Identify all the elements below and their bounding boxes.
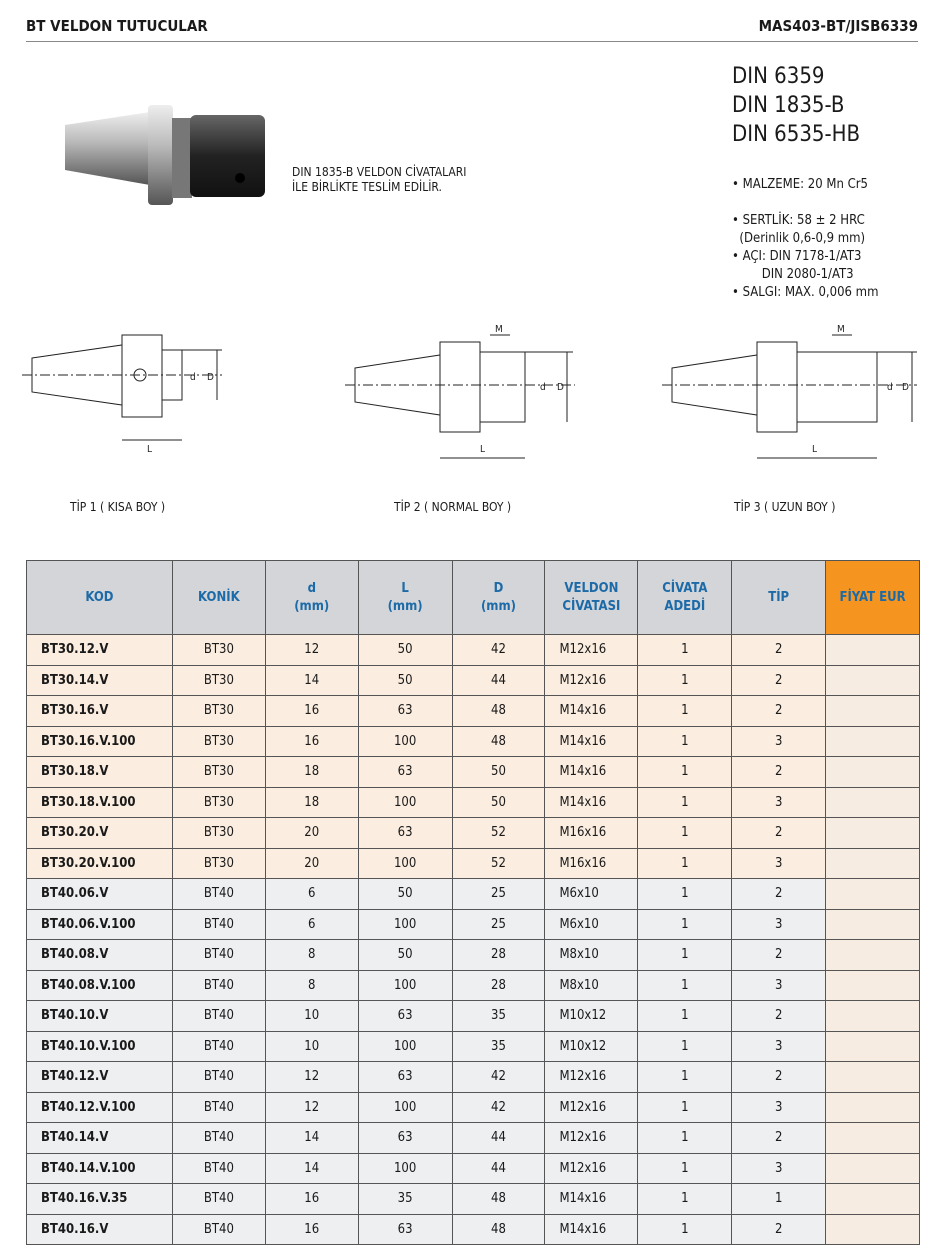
cell-dd: 52 <box>452 818 545 849</box>
cell-konik: BT40 <box>172 1031 265 1062</box>
cell-fiyat <box>826 696 920 727</box>
header-d <box>265 561 358 635</box>
cell-fiyat <box>826 940 920 971</box>
cell-kod: BT30.16.V.100 <box>27 726 173 757</box>
cell-tip: 3 <box>732 909 826 940</box>
cell-fiyat <box>826 787 920 818</box>
table-row <box>27 818 920 849</box>
cell-konik: BT30 <box>172 726 265 757</box>
spec-line: • MALZEME: 20 Mn Cr5 <box>732 177 868 192</box>
din-line: DIN 6359 <box>732 64 825 89</box>
cell-l: 50 <box>358 635 452 666</box>
cell-dd: 50 <box>452 787 545 818</box>
cell-veldon: M10x12 <box>545 1031 638 1062</box>
cell-konik: BT40 <box>172 1184 265 1215</box>
cell-veldon: M14x16 <box>545 757 638 788</box>
cell-tip: 1 <box>732 1184 826 1215</box>
cell-tip: 2 <box>732 818 826 849</box>
cell-tip: 3 <box>732 726 826 757</box>
cell-konik: BT40 <box>172 1123 265 1154</box>
cell-dd: 25 <box>452 909 545 940</box>
cell-l: 50 <box>358 879 452 910</box>
cell-dd: 25 <box>452 879 545 910</box>
cell-dd: 35 <box>452 1001 545 1032</box>
header-civata <box>638 561 732 635</box>
label-d: d <box>540 382 546 393</box>
cell-dd: 44 <box>452 1123 545 1154</box>
label-L: L <box>480 444 486 455</box>
cell-kod: BT40.08.V <box>27 940 173 971</box>
header-kod <box>27 561 173 635</box>
cell-civata: 1 <box>638 696 732 727</box>
cell-l: 63 <box>358 757 452 788</box>
cell-kod: BT30.20.V <box>27 818 173 849</box>
cell-dd: 35 <box>452 1031 545 1062</box>
cell-kod: BT40.16.V.35 <box>27 1184 173 1215</box>
cell-civata: 1 <box>638 818 732 849</box>
cell-dd: 42 <box>452 1092 545 1123</box>
din-line: DIN 6535-HB <box>732 122 861 147</box>
cell-tip: 3 <box>732 1153 826 1184</box>
table-row <box>27 1031 920 1062</box>
cell-d: 10 <box>265 1031 358 1062</box>
header-text: CİVATASI <box>562 598 621 614</box>
cell-d: 18 <box>265 787 358 818</box>
table-row <box>27 757 920 788</box>
header-l <box>358 561 452 635</box>
note-line: DIN 1835-B VELDON CİVATALARI <box>292 165 467 179</box>
cell-dd: 48 <box>452 696 545 727</box>
cell-d: 20 <box>265 848 358 879</box>
spec-line <box>732 194 878 212</box>
cell-veldon: M16x16 <box>545 848 638 879</box>
table-row <box>27 1214 920 1245</box>
cell-kod: BT30.12.V <box>27 635 173 666</box>
cell-l: 100 <box>358 1092 452 1123</box>
header-text: TİP <box>768 589 790 605</box>
cell-civata: 1 <box>638 909 732 940</box>
table-row <box>27 879 920 910</box>
cell-l: 50 <box>358 940 452 971</box>
cell-tip: 2 <box>732 696 826 727</box>
table-row <box>27 848 920 879</box>
cell-kod: BT40.14.V.100 <box>27 1153 173 1184</box>
cell-veldon: M14x16 <box>545 787 638 818</box>
tool-holder-image <box>60 100 280 220</box>
cell-konik: BT40 <box>172 879 265 910</box>
label-D: D <box>557 382 564 393</box>
spec-line: • SALGI: MAX. 0,006 mm <box>732 285 879 300</box>
page-title: BT VELDON TUTUCULAR <box>26 17 208 35</box>
cell-konik: BT40 <box>172 1092 265 1123</box>
header-dd <box>452 561 545 635</box>
cell-civata: 1 <box>638 848 732 879</box>
drawing-type-2 <box>345 320 585 470</box>
delivery-note <box>292 165 466 195</box>
cell-dd: 42 <box>452 635 545 666</box>
caption-type-3: TİP 3 ( UZUN BOY ) <box>734 500 836 514</box>
cell-veldon: M14x16 <box>545 696 638 727</box>
cell-dd: 42 <box>452 1062 545 1093</box>
cell-veldon: M6x10 <box>545 879 638 910</box>
cell-veldon: M8x10 <box>545 970 638 1001</box>
cell-d: 12 <box>265 1092 358 1123</box>
cell-d: 20 <box>265 818 358 849</box>
cell-dd: 28 <box>452 970 545 1001</box>
cell-civata: 1 <box>638 1031 732 1062</box>
label-L: L <box>812 444 818 455</box>
header-konik <box>172 561 265 635</box>
cell-veldon: M16x16 <box>545 818 638 849</box>
table-row <box>27 726 920 757</box>
table-row <box>27 970 920 1001</box>
cell-l: 63 <box>358 1001 452 1032</box>
cell-tip: 2 <box>732 940 826 971</box>
cell-kod: BT30.20.V.100 <box>27 848 173 879</box>
header-text: VELDON <box>564 580 619 596</box>
table-row <box>27 787 920 818</box>
cell-fiyat <box>826 1001 920 1032</box>
cell-kod: BT40.16.V <box>27 1214 173 1245</box>
header-text: (mm) <box>294 598 330 614</box>
header-text: L <box>401 580 409 596</box>
cell-fiyat <box>826 1031 920 1062</box>
cell-l: 63 <box>358 696 452 727</box>
cell-d: 14 <box>265 1153 358 1184</box>
cell-d: 14 <box>265 1123 358 1154</box>
cell-fiyat <box>826 909 920 940</box>
header-text: CİVATA <box>662 580 708 596</box>
cell-fiyat <box>826 1184 920 1215</box>
cell-fiyat <box>826 848 920 879</box>
cell-tip: 2 <box>732 879 826 910</box>
label-M: M <box>837 324 845 335</box>
note-line: İLE BİRLİKTE TESLİM EDİLİR. <box>292 180 442 194</box>
cell-fiyat <box>826 1092 920 1123</box>
header-text: KOD <box>85 589 114 605</box>
cell-kod: BT40.14.V <box>27 1123 173 1154</box>
cell-civata: 1 <box>638 787 732 818</box>
header-text: KONİK <box>198 589 240 605</box>
cell-l: 100 <box>358 909 452 940</box>
cell-d: 12 <box>265 1062 358 1093</box>
table-row <box>27 1123 920 1154</box>
cell-kod: BT40.08.V.100 <box>27 970 173 1001</box>
cell-konik: BT40 <box>172 1153 265 1184</box>
cell-veldon: M12x16 <box>545 1153 638 1184</box>
table-row <box>27 1153 920 1184</box>
cell-d: 18 <box>265 757 358 788</box>
cell-konik: BT40 <box>172 1001 265 1032</box>
table-row <box>27 1184 920 1215</box>
page-header <box>26 14 918 42</box>
cell-konik: BT30 <box>172 696 265 727</box>
cell-d: 16 <box>265 726 358 757</box>
cell-civata: 1 <box>638 1184 732 1215</box>
cell-veldon: M12x16 <box>545 1062 638 1093</box>
cell-fiyat <box>826 1062 920 1093</box>
label-d: d <box>190 372 196 383</box>
cell-veldon: M10x12 <box>545 1001 638 1032</box>
cell-tip: 2 <box>732 1214 826 1245</box>
header-text: d <box>307 580 316 596</box>
cell-kod: BT30.14.V <box>27 665 173 696</box>
cell-konik: BT30 <box>172 635 265 666</box>
cell-d: 16 <box>265 1214 358 1245</box>
cell-kod: BT30.18.V.100 <box>27 787 173 818</box>
din-line: DIN 1835-B <box>732 93 845 118</box>
cell-kod: BT40.06.V.100 <box>27 909 173 940</box>
cell-d: 8 <box>265 940 358 971</box>
standard-label: MAS403-BT/JISB6339 <box>758 17 918 35</box>
cell-kod: BT40.06.V <box>27 879 173 910</box>
header-text: (mm) <box>480 598 517 614</box>
cell-dd: 48 <box>452 726 545 757</box>
table-row <box>27 940 920 971</box>
cell-l: 100 <box>358 1153 452 1184</box>
header-tip <box>732 561 826 635</box>
header-veldon <box>545 561 638 635</box>
cell-fiyat <box>826 665 920 696</box>
cell-civata: 1 <box>638 970 732 1001</box>
cell-dd: 50 <box>452 757 545 788</box>
cell-l: 63 <box>358 1214 452 1245</box>
cell-konik: BT40 <box>172 909 265 940</box>
cell-fiyat <box>826 1153 920 1184</box>
cell-l: 100 <box>358 1031 452 1062</box>
cell-fiyat <box>826 1123 920 1154</box>
cell-kod: BT40.12.V.100 <box>27 1092 173 1123</box>
cell-veldon: M6x10 <box>545 909 638 940</box>
cell-tip: 2 <box>732 1062 826 1093</box>
header-text: FİYAT EUR <box>839 589 906 605</box>
cell-konik: BT40 <box>172 940 265 971</box>
cell-civata: 1 <box>638 1153 732 1184</box>
cell-l: 100 <box>358 848 452 879</box>
cell-l: 63 <box>358 818 452 849</box>
cell-tip: 3 <box>732 787 826 818</box>
caption-type-1: TİP 1 ( KISA BOY ) <box>70 500 166 514</box>
specs-list <box>732 176 878 302</box>
table-row <box>27 1001 920 1032</box>
cell-l: 100 <box>358 787 452 818</box>
cell-fiyat <box>826 818 920 849</box>
cell-veldon: M12x16 <box>545 1092 638 1123</box>
cell-kod: BT30.18.V <box>27 757 173 788</box>
cell-konik: BT40 <box>172 970 265 1001</box>
cell-civata: 1 <box>638 635 732 666</box>
header-text: D <box>493 580 504 596</box>
cell-fiyat <box>826 726 920 757</box>
cell-l: 100 <box>358 970 452 1001</box>
cell-veldon: M14x16 <box>545 1214 638 1245</box>
label-M: M <box>495 324 503 335</box>
cell-d: 10 <box>265 1001 358 1032</box>
cell-civata: 1 <box>638 1001 732 1032</box>
cell-veldon: M12x16 <box>545 1123 638 1154</box>
table-row <box>27 1092 920 1123</box>
cell-tip: 3 <box>732 970 826 1001</box>
spec-line: DIN 2080-1/AT3 <box>732 267 854 282</box>
cell-dd: 48 <box>452 1214 545 1245</box>
spec-line: (Derinlik 0,6-0,9 mm) <box>732 231 866 246</box>
cell-tip: 2 <box>732 665 826 696</box>
cell-civata: 1 <box>638 940 732 971</box>
header-text: ADEDİ <box>664 598 706 614</box>
cell-tip: 3 <box>732 848 826 879</box>
cell-d: 14 <box>265 665 358 696</box>
cell-tip: 3 <box>732 1031 826 1062</box>
cell-civata: 1 <box>638 879 732 910</box>
drawing-type-1 <box>22 320 232 470</box>
cell-dd: 48 <box>452 1184 545 1215</box>
cell-tip: 2 <box>732 1001 826 1032</box>
cell-veldon: M8x10 <box>545 940 638 971</box>
cell-civata: 1 <box>638 1214 732 1245</box>
cell-tip: 2 <box>732 757 826 788</box>
header-text: (mm) <box>387 598 423 614</box>
cell-fiyat <box>826 879 920 910</box>
cell-konik: BT30 <box>172 757 265 788</box>
cell-kod: BT40.10.V <box>27 1001 173 1032</box>
cell-veldon: M12x16 <box>545 635 638 666</box>
cell-civata: 1 <box>638 665 732 696</box>
cell-civata: 1 <box>638 757 732 788</box>
cell-veldon: M12x16 <box>545 665 638 696</box>
cell-dd: 44 <box>452 1153 545 1184</box>
table-row <box>27 635 920 666</box>
table-row <box>27 909 920 940</box>
cell-civata: 1 <box>638 1062 732 1093</box>
cell-civata: 1 <box>638 1092 732 1123</box>
cell-civata: 1 <box>638 1123 732 1154</box>
cell-l: 50 <box>358 665 452 696</box>
cell-konik: BT30 <box>172 665 265 696</box>
cell-veldon: M14x16 <box>545 726 638 757</box>
cell-kod: BT40.12.V <box>27 1062 173 1093</box>
din-standards <box>732 62 860 149</box>
header-fiyat <box>826 561 920 635</box>
cell-konik: BT30 <box>172 848 265 879</box>
cell-d: 16 <box>265 696 358 727</box>
product-table <box>26 560 920 1245</box>
caption-type-2: TİP 2 ( NORMAL BOY ) <box>394 500 512 514</box>
cell-dd: 28 <box>452 940 545 971</box>
cell-tip: 2 <box>732 1123 826 1154</box>
label-L: L <box>147 444 153 455</box>
cell-d: 12 <box>265 635 358 666</box>
cell-l: 63 <box>358 1123 452 1154</box>
spec-line: • AÇI: DIN 7178-1/AT3 <box>732 249 862 264</box>
label-D: D <box>207 372 214 383</box>
cell-d: 6 <box>265 909 358 940</box>
spec-line: • SERTLİK: 58 ± 2 HRC <box>732 213 865 228</box>
cell-dd: 52 <box>452 848 545 879</box>
cell-tip: 3 <box>732 1092 826 1123</box>
table-header <box>27 561 920 635</box>
cell-fiyat <box>826 970 920 1001</box>
table-row <box>27 696 920 727</box>
cell-fiyat <box>826 757 920 788</box>
cell-fiyat <box>826 635 920 666</box>
cell-kod: BT40.10.V.100 <box>27 1031 173 1062</box>
cell-civata: 1 <box>638 726 732 757</box>
cell-tip: 2 <box>732 635 826 666</box>
cell-konik: BT30 <box>172 787 265 818</box>
label-d: d <box>887 382 893 393</box>
cell-d: 6 <box>265 879 358 910</box>
cell-l: 100 <box>358 726 452 757</box>
cell-fiyat <box>826 1214 920 1245</box>
cell-l: 63 <box>358 1062 452 1093</box>
cell-veldon: M14x16 <box>545 1184 638 1215</box>
cell-konik: BT40 <box>172 1214 265 1245</box>
cell-d: 8 <box>265 970 358 1001</box>
drawing-type-3 <box>662 320 927 470</box>
cell-dd: 44 <box>452 665 545 696</box>
cell-kod: BT30.16.V <box>27 696 173 727</box>
table-row <box>27 1062 920 1093</box>
cell-konik: BT40 <box>172 1062 265 1093</box>
label-D: D <box>902 382 909 393</box>
cell-d: 16 <box>265 1184 358 1215</box>
table-row <box>27 665 920 696</box>
cell-konik: BT30 <box>172 818 265 849</box>
cell-l: 35 <box>358 1184 452 1215</box>
